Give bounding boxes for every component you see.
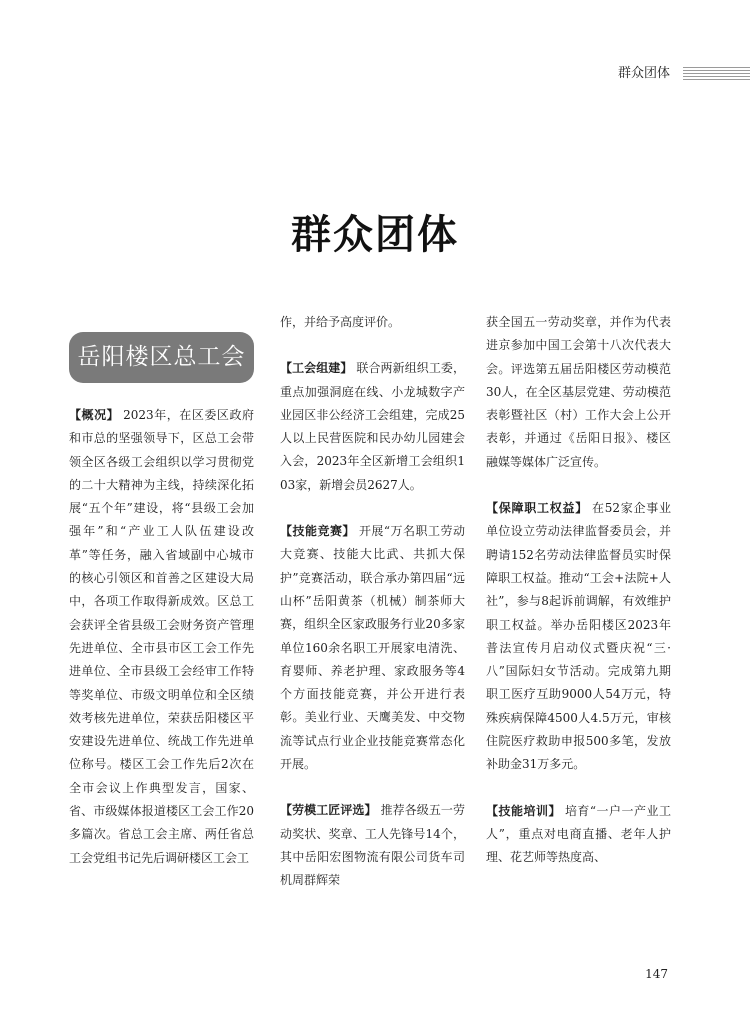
running-header-label: 群众团体 [617, 66, 670, 81]
paragraph-skills-competition [280, 520, 465, 776]
paragraph-model-worker-selection [280, 799, 465, 892]
page-title: 群众团体 [291, 211, 459, 258]
paragraph-continuation [486, 311, 671, 474]
column-3 [486, 311, 671, 870]
paragraph-text: 开展“万名职工劳动大竞赛、技能大比武、共抓大保护”竞赛活动，联合承办第四届“远山杯”岳阳黄茶（机械）制茶师大赛，组织全区家政服务行业20多家单位160余名职工开展家电清洗、育婴师、养老护理、家政服务等4个方面技能竞赛，并公开进行表彰。美业行业、天鹰美发、中交物流等试点行业企业技能竞赛常态化开展。 [280, 524, 465, 772]
header-decorative-stripes [683, 67, 750, 81]
paragraph-text: 联合两新组织工委，重点加强洞庭在线、小龙城数字产业园区非公经济工会组建，完成25人以上民营医院和民办幼儿园建会入会，2023年全区新增工会组织103家，新增会员2627人。 [280, 361, 465, 492]
paragraph-skills-training [486, 800, 671, 870]
column-1 [69, 404, 254, 870]
paragraph-text: 作，并给予高度评价。 [280, 315, 401, 329]
paragraph-tag: 【技能竞赛】 [280, 524, 355, 539]
paragraph-text: 在52家企事业单位设立劳动法律监督委员会，并聘请152名劳动法律监督员实时保障职工权益。推动“工会+法院+人社”，参与8起诉前调解，有效维护职工权益。举办岳阳楼区2023年普法宣传月启动仪式暨庆祝“三·八”国际妇女节活动。完成第九期职工医疗互助9000人54万元，特殊疾病保障4500人4.5万元，审核住院医疗救助申报500多笔，发放补助金31万多元。 [486, 501, 671, 772]
paragraph-union-building [280, 357, 465, 497]
paragraph-continuation [280, 311, 465, 334]
section-badge: 岳阳楼区总工会 [69, 332, 254, 383]
column-2 [280, 311, 465, 893]
paragraph-tag: 【概况】 [69, 408, 120, 422]
paragraph-tag: 【技能培训】 [486, 803, 561, 818]
paragraph-tag: 【保障职工权益】 [486, 501, 588, 516]
page-number: 147 [645, 967, 668, 981]
paragraph-text: 2023年，在区委区政府和市总的坚强领导下，区总工会带领全区各级工会组织以学习贯彻党的二十大精神为主线，持续深化拓展“五个年”建设，将“县级工会加强年”和“产业工人队伍建设改革”等任务，融入省域副中心城市的核心引领区和首善之区建设大局中，各项工作取得新成效。区总工会获评全省县级工会财务资产管理先进单位、全市县市区工会工作先进单位、全市县级工会经审工作特等奖单位、市级文明单位和全区绩效考核先进单位，荣获岳阳楼区平安建设先进单位、统战工作先进单位称号。楼区工会工作先后2次在全市会议上作典型发言，国家、省、市级媒体报道楼区工会工作20多篇次。省总工会主席、两任省总工会党组书记先后调研楼区工会工 [69, 408, 254, 865]
paragraph-text: 推荐各级五一劳动奖状、奖章、工人先锋号14个，其中岳阳宏图物流有限公司货车司机周群辉荣 [280, 803, 465, 888]
paragraph-tag: 【工会组建】 [280, 361, 353, 376]
paragraph-text: 获全国五一劳动奖章，并作为代表进京参加中国工会第十八次代表大会。评选第五届岳阳楼区劳动模范30人，在全区基层党建、劳动模范表彰暨社区（村）工作大会上公开表彰，并通过《岳阳日报》、楼区融媒等媒体广泛宣传。 [486, 315, 671, 469]
paragraph-text: 培育“一户一产业工人”，重点对电商直播、老年人护理、花艺师等热度高、 [486, 803, 671, 865]
paragraph-overview [69, 404, 254, 870]
paragraph-worker-rights [486, 497, 671, 777]
paragraph-tag: 【劳模工匠评选】 [280, 803, 377, 818]
